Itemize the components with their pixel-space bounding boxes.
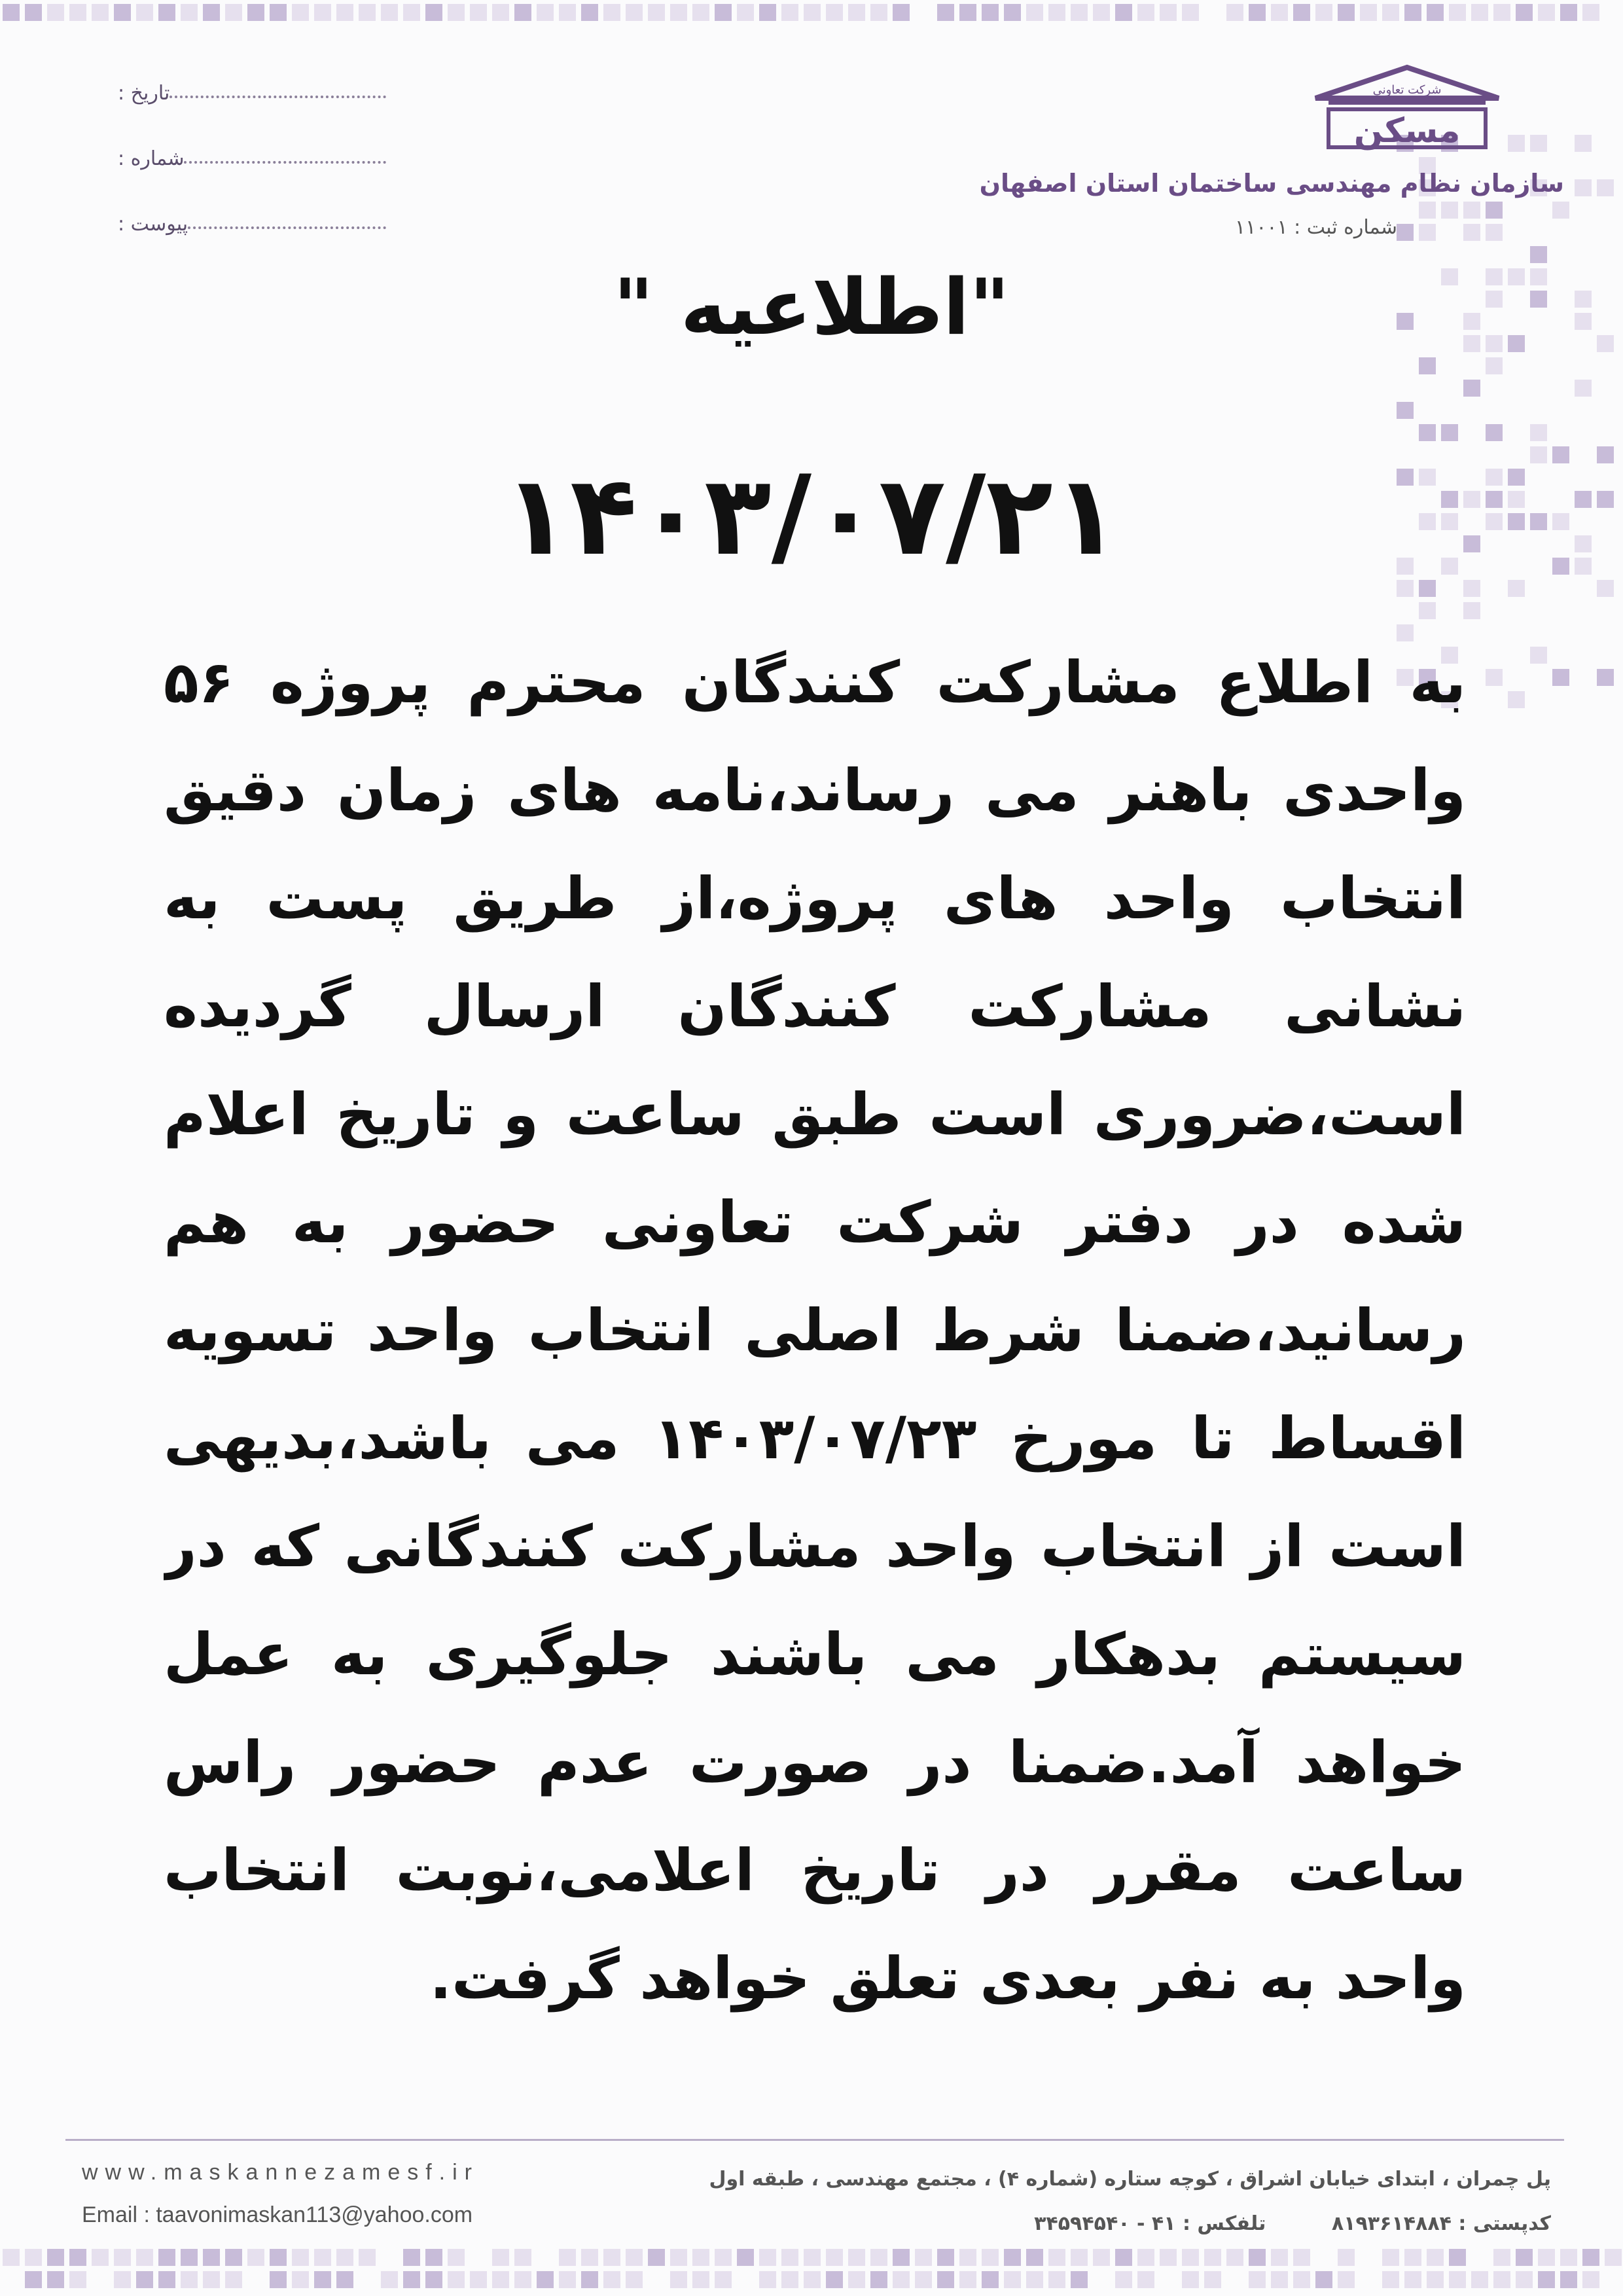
pattern-square xyxy=(982,2271,999,2288)
pattern-square xyxy=(1137,4,1154,21)
pattern-square xyxy=(959,2249,976,2266)
pattern-square xyxy=(203,2249,220,2266)
pattern-square xyxy=(937,2271,954,2288)
pattern-square xyxy=(1271,4,1288,21)
pattern-square xyxy=(136,4,153,21)
pattern-square xyxy=(25,4,42,21)
pattern-square xyxy=(1471,2271,1488,2288)
pattern-square xyxy=(1271,2271,1288,2288)
pattern-square xyxy=(848,4,865,21)
body-line: شده در دفتر شرکت تعاونی حضور به هم xyxy=(164,1189,1466,1256)
pattern-square xyxy=(448,2249,465,2266)
footer-postal-code: کدپستی : ۸۱۹۳۶۱۴۸۸۴ xyxy=(1331,2212,1551,2235)
pattern-square xyxy=(1552,202,1569,219)
pattern-square xyxy=(759,4,776,21)
pattern-square xyxy=(1004,4,1021,21)
pattern-square xyxy=(826,4,843,21)
pattern-square xyxy=(403,4,420,21)
pattern-square xyxy=(203,4,220,21)
pattern-square xyxy=(1182,2271,1199,2288)
body-line: است از انتخاب واحد مشارکت کنندگانی که در xyxy=(164,1513,1466,1580)
pattern-square xyxy=(470,4,487,21)
logo-subtext: شرکت تعاونی xyxy=(1372,83,1442,97)
number-field xyxy=(111,105,386,170)
pattern-square xyxy=(1404,4,1421,21)
pattern-square xyxy=(1271,2249,1288,2266)
number-dotted-line xyxy=(184,160,386,164)
footer-pattern xyxy=(0,2245,1623,2296)
pattern-square xyxy=(158,2249,175,2266)
pattern-square xyxy=(1397,224,1414,241)
pattern-square xyxy=(114,2249,131,2266)
pattern-square xyxy=(92,4,109,21)
body-line: انتخاب واحد های پروژه،از طریق پست به xyxy=(164,865,1466,932)
pattern-square xyxy=(158,4,175,21)
pattern-square xyxy=(1486,202,1503,219)
pattern-square xyxy=(1249,2271,1266,2288)
pattern-square xyxy=(336,2249,353,2266)
pattern-square xyxy=(1315,4,1332,21)
pattern-square xyxy=(1026,2271,1043,2288)
pattern-square xyxy=(1419,424,1436,441)
pattern-square xyxy=(692,2271,709,2288)
pattern-square xyxy=(692,2249,709,2266)
pattern-square xyxy=(1093,2249,1110,2266)
pattern-square xyxy=(1463,580,1480,597)
pattern-square xyxy=(3,2249,20,2266)
pattern-square xyxy=(292,2271,309,2288)
body-line: به اطلاع مشارکت کنندگان محترم پروژه ۵۶ xyxy=(164,649,1466,716)
pattern-square xyxy=(1115,2249,1132,2266)
pattern-square xyxy=(1486,357,1503,374)
pattern-square xyxy=(270,4,287,21)
pattern-square xyxy=(1419,224,1436,241)
registration-number: شماره ثبت : ۱۱۰۰۱ xyxy=(1235,216,1397,239)
pattern-square xyxy=(1137,2271,1154,2288)
pattern-square xyxy=(514,2271,531,2288)
pattern-square xyxy=(670,2249,687,2266)
pattern-square xyxy=(247,2249,264,2266)
pattern-square xyxy=(848,2271,865,2288)
pattern-square xyxy=(982,2249,999,2266)
pattern-square xyxy=(1115,4,1132,21)
pattern-square xyxy=(1338,2271,1355,2288)
pattern-square xyxy=(982,4,999,21)
pattern-square xyxy=(1026,4,1043,21)
pattern-square xyxy=(804,4,821,21)
pattern-square xyxy=(314,2271,331,2288)
pattern-square xyxy=(1575,380,1592,397)
pattern-square xyxy=(1382,2249,1399,2266)
pattern-square xyxy=(1048,2249,1065,2266)
number-label: شماره : xyxy=(118,147,185,170)
pattern-square xyxy=(1538,4,1555,21)
pattern-square xyxy=(1516,4,1533,21)
pattern-square xyxy=(448,4,465,21)
pattern-square xyxy=(225,2249,242,2266)
pattern-square xyxy=(1160,2249,1177,2266)
pattern-square xyxy=(25,2271,42,2288)
pattern-square xyxy=(959,2271,976,2288)
pattern-square xyxy=(470,2271,487,2288)
logo-wordmark: مسکن xyxy=(1353,111,1461,151)
notice-body xyxy=(164,628,1466,2032)
pattern-square xyxy=(1552,669,1569,686)
pattern-square xyxy=(1293,4,1310,21)
pattern-square xyxy=(1441,202,1458,219)
pattern-square xyxy=(1293,2271,1310,2288)
pattern-square xyxy=(1582,2271,1599,2288)
pattern-square xyxy=(1463,202,1480,219)
pattern-square xyxy=(1493,2249,1510,2266)
pattern-square xyxy=(1182,4,1199,21)
pattern-square xyxy=(69,4,86,21)
pattern-square xyxy=(804,2249,821,2266)
pattern-square xyxy=(893,4,910,21)
pattern-square xyxy=(1486,424,1503,441)
pattern-square xyxy=(1582,2249,1599,2266)
date-label: تاریخ : xyxy=(118,82,170,105)
pattern-square xyxy=(1516,2271,1533,2288)
pattern-square xyxy=(425,2271,442,2288)
pattern-square xyxy=(1419,202,1436,219)
date-field xyxy=(111,39,386,105)
meta-fields xyxy=(111,39,386,236)
pattern-square xyxy=(448,2271,465,2288)
pattern-square xyxy=(781,4,798,21)
pattern-square xyxy=(1071,4,1088,21)
pattern-square xyxy=(1419,602,1436,619)
pattern-square xyxy=(1538,2271,1555,2288)
pattern-square xyxy=(225,4,242,21)
attachment-label: پیوست : xyxy=(118,213,188,236)
pattern-square xyxy=(92,2249,109,2266)
pattern-square xyxy=(893,2271,910,2288)
pattern-square xyxy=(1137,2249,1154,2266)
pattern-square xyxy=(359,4,376,21)
pattern-square xyxy=(514,2249,531,2266)
pattern-square xyxy=(1449,2271,1466,2288)
pattern-square xyxy=(314,2249,331,2266)
pattern-square xyxy=(1530,246,1547,263)
pattern-square xyxy=(3,4,20,21)
pattern-square xyxy=(47,2249,64,2266)
pattern-square xyxy=(1160,4,1177,21)
pattern-square xyxy=(136,2249,153,2266)
pattern-square xyxy=(1463,224,1480,241)
pattern-square xyxy=(581,2271,598,2288)
pattern-square xyxy=(1404,2249,1421,2266)
pattern-square xyxy=(1471,4,1488,21)
pattern-square xyxy=(715,4,732,21)
pattern-square xyxy=(759,2249,776,2266)
footer-contact xyxy=(700,2212,1551,2235)
pattern-square xyxy=(603,2249,620,2266)
pattern-square xyxy=(915,2249,932,2266)
pattern-square xyxy=(403,2271,420,2288)
pattern-square xyxy=(1508,580,1525,597)
pattern-square xyxy=(1026,2249,1043,2266)
pattern-square xyxy=(181,2249,198,2266)
pattern-square xyxy=(1249,2249,1266,2266)
pattern-square xyxy=(492,2249,509,2266)
pattern-square xyxy=(292,2249,309,2266)
footer-website-link[interactable]: www.maskannezamesf.ir xyxy=(82,2160,480,2185)
pattern-square xyxy=(1115,2271,1132,2288)
pattern-square xyxy=(1204,2271,1221,2288)
pattern-square xyxy=(848,2249,865,2266)
pattern-square xyxy=(47,4,64,21)
pattern-square xyxy=(514,4,531,21)
body-line: رسانید،ضمنا شرط اصلی انتخاب واحد تسویه xyxy=(164,1297,1466,1364)
body-line: خواهد آمد.ضمنا در صورت عدم حضور راس xyxy=(164,1729,1466,1796)
pattern-square xyxy=(1315,2271,1332,2288)
pattern-square xyxy=(1004,2271,1021,2288)
pattern-square xyxy=(937,2249,954,2266)
pattern-square xyxy=(25,2249,42,2266)
pattern-square xyxy=(1560,4,1577,21)
pattern-square xyxy=(1048,4,1065,21)
pattern-square xyxy=(581,4,598,21)
pattern-square xyxy=(225,2271,242,2288)
pattern-square xyxy=(870,2271,887,2288)
pattern-square xyxy=(1441,424,1458,441)
pattern-square xyxy=(492,2271,509,2288)
pattern-square xyxy=(1516,2249,1533,2266)
pattern-square xyxy=(1427,4,1444,21)
pattern-square xyxy=(692,4,709,21)
pattern-square xyxy=(603,2271,620,2288)
attachment-field xyxy=(111,170,386,236)
pattern-square xyxy=(670,4,687,21)
pattern-square xyxy=(670,2271,687,2288)
pattern-square xyxy=(893,2249,910,2266)
attachment-dotted-line xyxy=(188,226,386,229)
pattern-square xyxy=(1382,4,1399,21)
pattern-square xyxy=(581,2249,598,2266)
pattern-square xyxy=(804,2271,821,2288)
body-line: ساعت مقرر در تاریخ اعلامی،نوبت انتخاب xyxy=(164,1837,1466,1904)
pattern-square xyxy=(1419,357,1436,374)
pattern-square xyxy=(336,4,353,21)
pattern-square xyxy=(915,2271,932,2288)
pattern-square xyxy=(1204,2249,1221,2266)
pattern-square xyxy=(737,4,754,21)
pattern-square xyxy=(1493,2271,1510,2288)
pattern-square xyxy=(1486,224,1503,241)
pattern-square xyxy=(69,2271,86,2288)
pattern-square xyxy=(648,2249,665,2266)
pattern-square xyxy=(1560,2249,1577,2266)
pattern-square xyxy=(270,2271,287,2288)
body-line: سیستم بدهکار می باشند جلوگیری به عمل xyxy=(164,1621,1466,1688)
pattern-square xyxy=(1382,2271,1399,2288)
pattern-square xyxy=(1048,2271,1065,2288)
pattern-square xyxy=(1427,2271,1444,2288)
pattern-square xyxy=(826,2249,843,2266)
pattern-square xyxy=(781,2271,798,2288)
pattern-square xyxy=(247,4,264,21)
pattern-square xyxy=(870,4,887,21)
pattern-square xyxy=(403,2249,420,2266)
pattern-square xyxy=(959,4,976,21)
pattern-square xyxy=(626,2271,643,2288)
pattern-square xyxy=(270,2249,287,2266)
pattern-square xyxy=(1071,2271,1088,2288)
pattern-square xyxy=(1530,135,1547,152)
pattern-square xyxy=(626,4,643,21)
pattern-square xyxy=(292,4,309,21)
pattern-square xyxy=(181,2271,198,2288)
pattern-square xyxy=(1004,2249,1021,2266)
pattern-square xyxy=(381,4,398,21)
pattern-square xyxy=(1338,4,1355,21)
pattern-square xyxy=(1575,135,1592,152)
pattern-square xyxy=(359,2249,376,2266)
pattern-square xyxy=(1463,380,1480,397)
pattern-square xyxy=(1360,4,1377,21)
pattern-square xyxy=(1182,2249,1199,2266)
pattern-square xyxy=(1560,2271,1577,2288)
pattern-square xyxy=(425,4,442,21)
pattern-square xyxy=(381,2271,398,2288)
pattern-square xyxy=(559,2271,576,2288)
pattern-square xyxy=(715,2249,732,2266)
pattern-square xyxy=(69,2249,86,2266)
body-line: است،ضروری است طبق ساعت و تاریخ اعلام xyxy=(164,1081,1466,1148)
pattern-square xyxy=(559,2249,576,2266)
footer-phone: تلفکس : ۴۱ - ۳۴۵۹۴۵۴۰ xyxy=(1034,2212,1266,2235)
pattern-square xyxy=(737,2249,754,2266)
pattern-square xyxy=(1493,4,1510,21)
pattern-square xyxy=(1597,179,1614,196)
pattern-square xyxy=(1226,2249,1243,2266)
body-line: واحدی باهنر می رساند،نامه های زمان دقیق xyxy=(164,757,1466,824)
pattern-square xyxy=(181,4,198,21)
pattern-square xyxy=(1508,691,1525,708)
pattern-square xyxy=(1597,669,1614,686)
pattern-square xyxy=(1582,4,1599,21)
pattern-square xyxy=(626,2249,643,2266)
pattern-square xyxy=(1530,647,1547,664)
pattern-square xyxy=(870,2249,887,2266)
pattern-square xyxy=(537,2271,554,2288)
pattern-square xyxy=(1226,4,1243,21)
company-logo xyxy=(1289,62,1525,154)
pattern-square xyxy=(715,2271,732,2288)
pattern-square xyxy=(425,2249,442,2266)
pattern-square xyxy=(336,2271,353,2288)
footer-divider xyxy=(65,2139,1564,2141)
pattern-square xyxy=(1463,602,1480,619)
pattern-square xyxy=(314,4,331,21)
pattern-square xyxy=(1597,580,1614,597)
pattern-square xyxy=(1404,2271,1421,2288)
pattern-square xyxy=(1093,4,1110,21)
pattern-square xyxy=(492,4,509,21)
pattern-square xyxy=(759,2271,776,2288)
pattern-square xyxy=(47,2271,64,2288)
body-line: واحد به نفر بعدی تعلق خواهد گرفت. xyxy=(429,1945,1466,2012)
pattern-square xyxy=(1071,2249,1088,2266)
pattern-square xyxy=(1397,402,1414,419)
pattern-square xyxy=(158,2271,175,2288)
pattern-square xyxy=(114,2271,131,2288)
pattern-square xyxy=(937,4,954,21)
pattern-square xyxy=(826,2271,843,2288)
pattern-square xyxy=(1449,4,1466,21)
notice-date: ۱۴۰۳/۰۷/۲۱ xyxy=(503,452,1120,580)
pattern-square xyxy=(114,4,131,21)
pattern-square xyxy=(559,4,576,21)
pattern-square xyxy=(1486,669,1503,686)
pattern-square xyxy=(1427,2249,1444,2266)
pattern-square xyxy=(1397,580,1414,597)
body-line: نشانی مشارکت کنندگان ارسال گردیده xyxy=(164,973,1466,1040)
pattern-square xyxy=(537,4,554,21)
pattern-square xyxy=(781,2249,798,2266)
pattern-square xyxy=(1530,424,1547,441)
pattern-square xyxy=(1419,580,1436,597)
date-dotted-line xyxy=(169,95,386,98)
pattern-square xyxy=(1605,2249,1622,2266)
pattern-square xyxy=(1293,2249,1310,2266)
org-name: سازمان نظام مهندسی ساختمان استان اصفهان xyxy=(979,169,1564,198)
pattern-square xyxy=(1575,179,1592,196)
pattern-square xyxy=(1338,2249,1355,2266)
footer-email-link[interactable]: Email : taavonimaskan113@yahoo.com xyxy=(82,2202,473,2227)
pattern-square xyxy=(648,4,665,21)
pattern-square xyxy=(203,2271,220,2288)
notice-title: "اطلاعیه " xyxy=(613,262,1010,352)
pattern-square xyxy=(1449,2249,1466,2266)
pattern-square xyxy=(1249,4,1266,21)
footer-address: پل چمران ، ابتدای خیابان اشراق ، کوچه ستاره (شماره ۴) ، مجتمع مهندسی ، طبقه اول xyxy=(709,2168,1551,2191)
pattern-square xyxy=(603,4,620,21)
pattern-square xyxy=(1538,2249,1555,2266)
body-line: اقساط تا مورخ ۱۴۰۳/۰۷/۲۳ می باشد،بدیهی xyxy=(164,1405,1466,1472)
pattern-square xyxy=(136,2271,153,2288)
